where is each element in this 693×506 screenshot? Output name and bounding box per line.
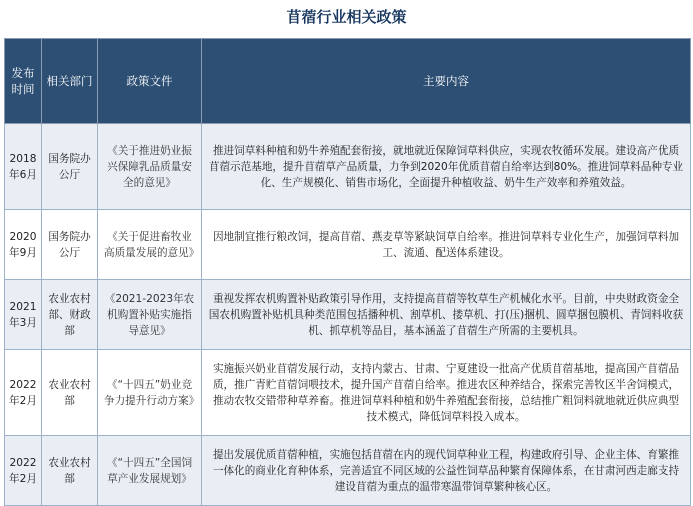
table-row — [5, 350, 691, 436]
table-row — [5, 436, 691, 506]
cell-date: 2022年2月 — [5, 436, 42, 506]
header-main-content: 主要内容 — [202, 39, 691, 124]
cell-date: 2020年9月 — [5, 210, 42, 280]
cell-department: 农业农村部、财政部 — [42, 280, 98, 350]
cell-department: 农业农村部 — [42, 350, 98, 436]
cell-date: 2021年3月 — [5, 280, 42, 350]
table-row — [5, 280, 691, 350]
policy-table — [4, 38, 691, 506]
table-header-row — [5, 39, 691, 124]
cell-policy-document: 《关于推进奶业振兴保障乳品质量安全的意见》 — [98, 124, 202, 210]
table-row — [5, 124, 691, 210]
cell-main-content: 重视发挥农机购置补贴政策引导作用，支持提高苜蓿等牧草生产机械化水平。目前，中央财政资金全国农机购置补贴机具种类范围包括播种机、割草机、搂草机、打(压)捆机、圆草捆包膜机、青饲料收获机、抓草机等品目，基本涵盖了苜蓿生产所需的主要机具。 — [202, 280, 691, 350]
cell-main-content: 推进饲草料种植和奶牛养殖配套衔接，就地就近保障饲草料供应，实现农牧循环发展。建设高产优质苜蓿示范基地，提升苜蓿草产品质量，力争到2020年优质苜蓿自给率达到80%。推进饲草料品种专业化、生产规模化、销售市场化，全面提升种植收益、奶牛生产效率和养殖效益。 — [202, 124, 691, 210]
cell-date: 2018年6月 — [5, 124, 42, 210]
cell-date: 2022年2月 — [5, 350, 42, 436]
header-department: 相关部门 — [42, 39, 98, 124]
page-title: 苜蓿行业相关政策 — [286, 8, 407, 26]
cell-policy-document: 《“十四五”奶业竞争力提升行动方案》 — [98, 350, 202, 436]
cell-main-content: 因地制宜推行粮改饲，提高苜蓿、燕麦草等紧缺饲草自给率。推进饲草料专业化生产，加强饲草料加工、流通、配送体系建设。 — [202, 210, 691, 280]
table-row — [5, 210, 691, 280]
cell-department: 国务院办公厅 — [42, 124, 98, 210]
cell-policy-document: 《2021-2023年农机购置补贴实施指导意见》 — [98, 280, 202, 350]
cell-department: 国务院办公厅 — [42, 210, 98, 280]
cell-department: 农业农村部 — [42, 436, 98, 506]
cell-main-content: 实施振兴奶业苜蓿发展行动，支持内蒙古、甘肃、宁夏建设一批高产优质苜蓿基地，提高国产苜蓿品质，推广青贮苜蓿饲喂技术，提升国产苜蓿自给率。推进农区种养结合，探索完善牧区半舍饲模式，推动农牧交错带种草养畜。推进饲草料种植和奶牛养殖配套衔接，总结推广粗饲料就地就近供应典型技术模式，降低饲草料投入成本。 — [202, 350, 691, 436]
header-policy-document: 政策文件 — [98, 39, 202, 124]
cell-policy-document: 《关于促进畜牧业高质量发展的意见》 — [98, 210, 202, 280]
cell-policy-document: 《“十四五”全国饲草产业发展规划》 — [98, 436, 202, 506]
cell-main-content: 提出发展优质苜蓿种植，实施包括苜蓿在内的现代饲草种业工程，构建政府引导、企业主体、育繁推一体化的商业化育种体系，完善适宜不同区域的公益性饲草品种繁育保障体系，在甘肃河西走廊支持建设苜蓿为重点的温带寒温带饲草繁种核心区。 — [202, 436, 691, 506]
header-date: 发布时间 — [5, 39, 42, 124]
